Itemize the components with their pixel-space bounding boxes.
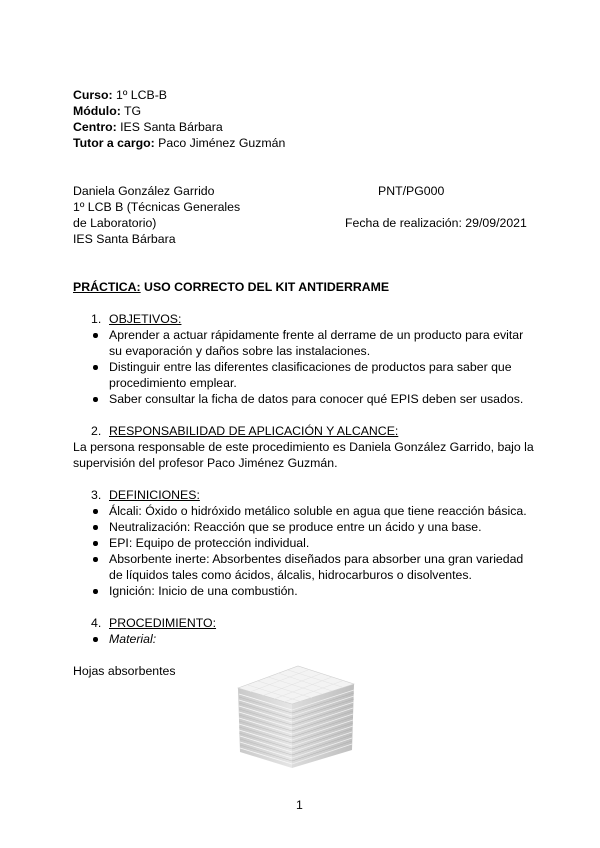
section-number: 4. — [91, 616, 102, 630]
tutor-line — [73, 135, 285, 151]
bullet-icon — [93, 509, 98, 514]
author-school: IES Santa Bárbara — [73, 232, 176, 246]
centro-label: Centro: — [73, 120, 117, 134]
section-heading-responsabilidad: RESPONSABILIDAD DE APLICACIÓN Y ALCANCE: — [109, 424, 399, 438]
list-item-continuation: procedimiento emplear. — [109, 376, 237, 390]
bullet-icon — [93, 525, 98, 530]
material-item-label: Hojas absorbentes — [73, 664, 176, 678]
list-item-continuation: de líquidos tales como ácidos, álcalis, hidrocarburos o disolventes. — [109, 568, 472, 582]
list-item: Ignición: Inicio de una combustión. — [109, 584, 298, 598]
section-heading-procedimiento: PROCEDIMIENTO: — [109, 616, 217, 630]
material-label: Material: — [109, 632, 157, 646]
modulo-line — [73, 103, 141, 119]
author-name: Daniela González Garrido — [73, 184, 215, 198]
practice-title-text: USO CORRECTO DEL KIT ANTIDERRAME — [140, 280, 390, 294]
bullet-icon — [93, 333, 98, 338]
centro-line — [73, 119, 223, 135]
list-item: Saber consultar la ficha de datos para conocer qué EPIS deben ser usados. — [109, 392, 524, 406]
curso-line — [73, 87, 167, 103]
bullet-icon — [93, 637, 98, 642]
practice-title-label: PRÁCTICA: — [73, 280, 141, 294]
document-code: PNT/PG000 — [378, 184, 445, 198]
list-item: Álcali: Óxido o hidróxido metálico soluble en agua que tiene reacción básica. — [109, 504, 527, 518]
tutor-value: Paco Jiménez Guzmán — [154, 136, 286, 150]
curso-label: Curso: — [73, 88, 113, 102]
modulo-label: Módulo: — [73, 104, 121, 118]
section-number: 2. — [91, 424, 102, 438]
absorbent-sheets-image — [232, 660, 360, 772]
bullet-icon — [93, 365, 98, 370]
modulo-value: TG — [120, 104, 142, 118]
page-number: 1 — [296, 798, 303, 812]
author-course-line1: 1º LCB B (Técnicas Generales — [73, 200, 241, 214]
section-heading-objetivos: OBJETIVOS: — [109, 312, 182, 326]
list-item: Absorbente inerte: Absorbentes diseñados para absorber una gran variedad — [109, 552, 524, 566]
section-heading-definiciones: DEFINICIONES: — [109, 488, 200, 502]
list-item: Distinguir entre las diferentes clasificaciones de productos para saber que — [109, 360, 512, 374]
curso-value: 1º LCB-B — [112, 88, 168, 102]
responsabilidad-text-line2: supervisión del profesor Paco Jiménez Guzmán. — [73, 456, 338, 470]
list-item: Aprender a actuar rápidamente frente al derrame de un producto para evitar — [109, 328, 524, 342]
bullet-icon — [93, 541, 98, 546]
tutor-label: Tutor a cargo: — [73, 136, 155, 150]
responsabilidad-text-line1: La persona responsable de este procedimiento es Daniela González Garrido, bajo la — [73, 440, 534, 454]
section-number: 1. — [91, 312, 102, 326]
bullet-icon — [93, 589, 98, 594]
author-course-line2: de Laboratorio) — [73, 216, 157, 230]
realization-date: Fecha de realización: 29/09/2021 — [345, 216, 527, 230]
list-item: Neutralización: Reacción que se produce entre un ácido y una base. — [109, 520, 482, 534]
list-item-continuation: su evaporación y daños sobre las instalaciones. — [109, 344, 371, 358]
list-item: EPI: Equipo de protección individual. — [109, 536, 310, 550]
bullet-icon — [93, 397, 98, 402]
bullet-icon — [93, 557, 98, 562]
centro-value: IES Santa Bárbara — [116, 120, 223, 134]
practice-title — [73, 279, 389, 295]
section-number: 3. — [91, 488, 102, 502]
